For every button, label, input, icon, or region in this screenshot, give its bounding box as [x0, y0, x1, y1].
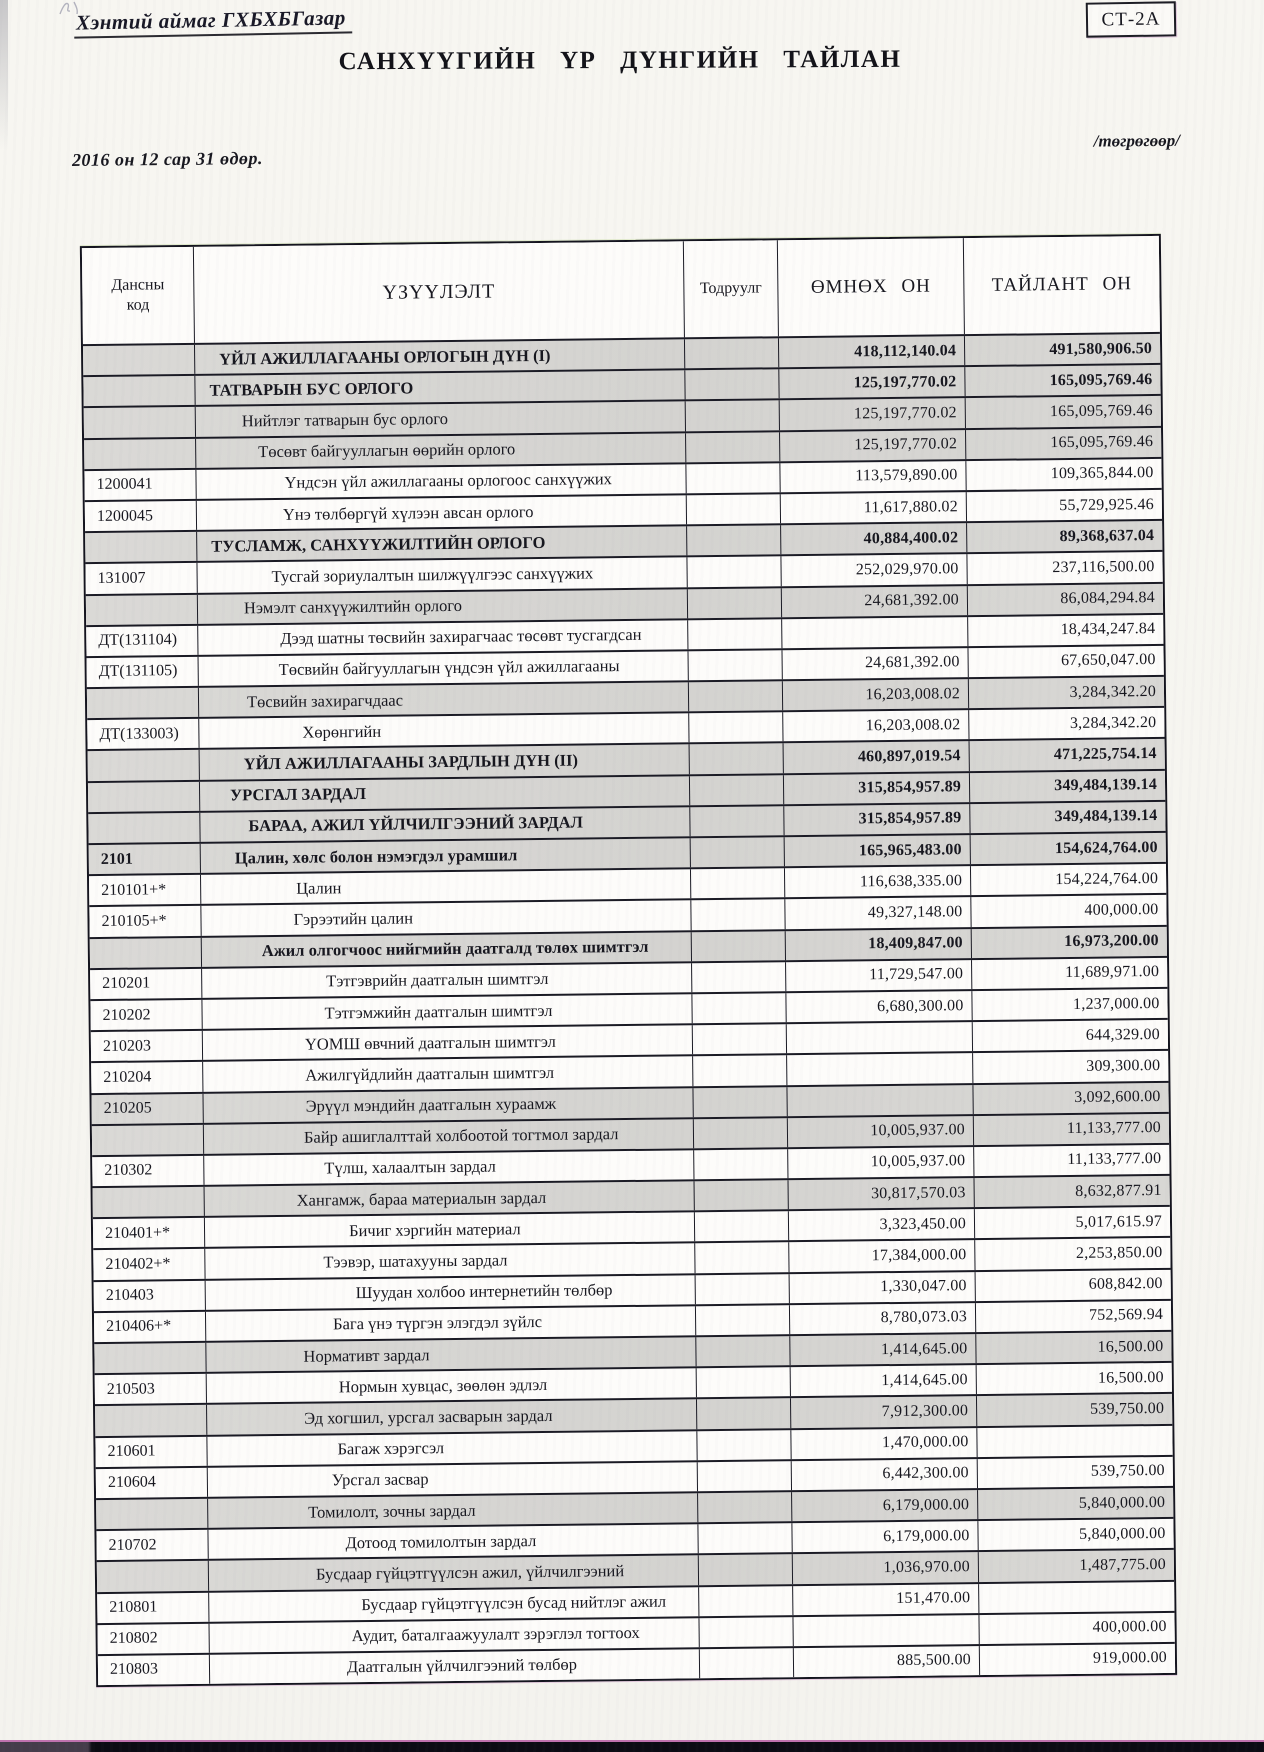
previous-year-value-cell: 1,470,000.00	[791, 1428, 977, 1459]
account-code-cell: 210205	[91, 1093, 203, 1123]
indicator-cell: Бичиг хэргийн материал	[205, 1213, 695, 1248]
previous-year-value-cell: 6,179,000.00	[792, 1521, 978, 1552]
report-year-value-cell: 16,973,200.00	[1064, 932, 1159, 951]
note-cell	[686, 463, 780, 493]
report-year-value-cell: 400,000.00	[1092, 1618, 1167, 1637]
account-code-cell: 210702	[96, 1530, 208, 1560]
note-cell	[692, 931, 786, 961]
indicator-cell: ҮЙЛ АЖИЛЛАГААНЫ ЗАРДЛЫН ДҮН (II)	[200, 745, 690, 780]
previous-year-value-cell: 10,005,937.00	[788, 1147, 974, 1178]
account-code-cell	[92, 1125, 204, 1155]
previous-year-value-cell: 16,203,008.02	[783, 710, 969, 741]
report-year-value-cell: 539,750.00	[1090, 1462, 1165, 1481]
account-code-cell	[83, 345, 195, 375]
note-cell	[691, 868, 785, 898]
account-code-cell: 2101	[89, 844, 201, 874]
report-year-value-cell: 11,133,777.00	[1067, 1150, 1162, 1169]
account-code-cell: 210101+*	[89, 875, 201, 905]
header-account-code	[82, 247, 195, 344]
form-code-label: СТ-2А	[1101, 8, 1161, 30]
header-report-year: ТАЙЛАНТ ОН	[991, 273, 1133, 296]
report-year-value-cell: 154,224,764.00	[1055, 869, 1159, 888]
account-code-cell	[83, 376, 195, 406]
note-cell	[689, 681, 783, 711]
report-year-value-cell: 16,500.00	[1097, 1337, 1164, 1356]
report-year-value-cell: 165,095,769.46	[1049, 401, 1153, 421]
account-code-cell	[84, 407, 196, 437]
report-year-value-cell: 1,237,000.00	[1073, 994, 1160, 1013]
note-cell	[688, 650, 782, 680]
report-year-value-cell: 5,840,000.00	[1079, 1524, 1166, 1543]
account-code-cell	[97, 1561, 209, 1591]
previous-year-value-cell: 125,197,770.02	[780, 399, 966, 430]
report-year-value-cell: 55,729,925.46	[1059, 495, 1154, 514]
account-code-cell: 210202	[90, 1000, 202, 1030]
previous-year-value-cell	[787, 1085, 973, 1116]
note-cell	[690, 775, 784, 805]
table-header-row	[82, 236, 1160, 344]
previous-year-value-cell: 7,912,300.00	[791, 1396, 977, 1427]
account-code-cell: 210105+*	[89, 906, 201, 936]
header-account-code-line2: код	[126, 296, 150, 314]
previous-year-value-cell: 30,817,570.03	[789, 1178, 975, 1209]
note-cell	[697, 1430, 791, 1460]
indicator-cell: ҮОМШ өвчний даатгалын шимтгэл	[203, 1025, 693, 1060]
report-year-value-cell: 237,116,500.00	[1052, 557, 1155, 577]
previous-year-value-cell: 315,854,957.89	[784, 773, 970, 804]
note-cell	[685, 338, 779, 368]
indicator-cell: Эрүүл мэндийн даатгалын хураамж	[203, 1088, 693, 1123]
note-cell	[692, 993, 786, 1023]
header-account-code-line1: Дансны	[111, 276, 165, 294]
note-cell	[686, 432, 780, 462]
previous-year-value-cell: 151,470.00	[793, 1584, 979, 1615]
indicator-cell: Үнэ төлбөргүй хүлээн авсан орлого	[197, 495, 687, 530]
account-code-cell: 210203	[91, 1031, 203, 1061]
currency-note: /төгрөгөөр/	[1093, 130, 1181, 151]
previous-year-value-cell: 49,327,148.00	[785, 897, 971, 928]
indicator-cell: Бусдаар гүйцэтгүүлсэн ажил, үйлчилгээний	[209, 1556, 699, 1591]
account-code-cell: 210401+*	[93, 1218, 205, 1248]
account-code-cell	[87, 688, 199, 718]
report-year-value-cell: 349,484,139.14	[1054, 776, 1158, 795]
previous-year-value-cell: 113,579,890.00	[780, 461, 966, 492]
indicator-cell: ҮЙЛ АЖИЛЛАГААНЫ ОРЛОГЫН ДҮН (I)	[195, 339, 685, 374]
previous-year-value-cell: 315,854,957.89	[784, 804, 970, 835]
note-cell	[687, 557, 781, 587]
previous-year-value-cell: 11,729,547.00	[786, 960, 972, 991]
account-code-cell: 210201	[90, 969, 202, 999]
note-cell	[687, 494, 781, 524]
previous-year-value-cell: 252,029,970.00	[781, 554, 967, 585]
previous-year-value-cell: 6,680,300.00	[786, 991, 972, 1022]
note-cell	[696, 1336, 790, 1366]
indicator-cell: Ажил олгогчоос нийгмийн даатгалд төлөх шимтгэл	[202, 932, 692, 967]
note-cell	[689, 712, 783, 742]
note-cell	[694, 1118, 788, 1148]
previous-year-value-cell: 40,884,400.02	[781, 523, 967, 554]
indicator-cell: Төсвийн захирагчдаас	[199, 682, 689, 717]
report-year-value-cell: 491,580,906.50	[1049, 339, 1153, 358]
indicator-cell: Нийтлэг татварын бус орлого	[196, 402, 686, 437]
note-cell	[700, 1648, 794, 1678]
note-cell	[698, 1523, 792, 1553]
account-code-cell: ДТ(131104)	[86, 626, 198, 656]
previous-year-value-cell: 1,330,047.00	[790, 1272, 976, 1303]
header-previous-year: ӨМНӨХ ОН	[778, 238, 965, 336]
indicator-cell: Эд хогшил, урсгал засварын зардал	[207, 1400, 697, 1435]
previous-year-value-cell: 11,617,880.02	[781, 492, 967, 523]
account-code-cell: 210802	[98, 1623, 210, 1653]
report-year-value-cell	[979, 1581, 1174, 1612]
report-year-value-cell: 5,017,615.97	[1075, 1212, 1163, 1231]
note-cell	[692, 962, 786, 992]
indicator-cell: Байр ашиглалттай холбоотой тогтмол зардал	[204, 1119, 694, 1154]
note-cell	[693, 1024, 787, 1054]
indicator-cell: Шуудан холбоо интернетийн төлбөр	[206, 1275, 696, 1310]
note-cell	[691, 837, 785, 867]
note-cell	[693, 1087, 787, 1117]
report-year-value-cell: 11,689,971.00	[1065, 963, 1160, 982]
indicator-cell: Ажилгүйдлийн даатгалын шимтгэл	[203, 1057, 693, 1092]
account-code-cell: 210406+*	[94, 1312, 206, 1342]
previous-year-value-cell: 6,442,300.00	[792, 1459, 978, 1490]
indicator-cell: Тэтгэмжийн даатгалын шимтгэл	[202, 994, 692, 1029]
account-code-cell: 1200045	[85, 501, 197, 531]
account-code-cell: 210604	[96, 1468, 208, 1498]
indicator-cell: Хөрөнгийн	[199, 714, 689, 749]
account-code-cell	[88, 750, 200, 780]
indicator-cell: Аудит, баталгаажуулалт зэрэглэл тогтоох	[209, 1618, 699, 1653]
indicator-cell: Үндсэн үйл ажиллагааны орлогоос санхүүжих	[196, 464, 686, 499]
note-cell	[699, 1554, 793, 1584]
report-year-value-cell	[977, 1425, 1172, 1456]
report-year-value-cell: 154,624,764.00	[1054, 838, 1158, 857]
indicator-cell: Цалин	[201, 869, 691, 904]
account-code-cell: 210402+*	[93, 1249, 205, 1279]
note-cell	[685, 369, 779, 399]
report-year-value-cell: 67,650,047.00	[1060, 651, 1156, 670]
table-body	[83, 332, 1175, 1685]
report-year-value-cell: 16,500.00	[1097, 1368, 1164, 1387]
indicator-cell: Тэтгэврийн даатгалын шимтгэл	[202, 963, 692, 998]
note-cell	[687, 525, 781, 555]
account-code-cell: 210403	[94, 1280, 206, 1310]
report-year-value-cell: 86,084,294.84	[1060, 589, 1156, 608]
report-year-value-cell: 752,569.94	[1088, 1306, 1164, 1325]
previous-year-value-cell: 6,179,000.00	[792, 1490, 978, 1521]
account-code-cell: ДТ(131105)	[87, 657, 199, 687]
note-cell	[695, 1243, 789, 1273]
report-year-value-cell: 165,095,769.46	[1050, 433, 1154, 452]
account-code-cell: 210302	[92, 1156, 204, 1186]
indicator-cell: Түлш, халаалтын зардал	[204, 1150, 694, 1185]
financial-results-table	[80, 234, 1177, 1687]
account-code-cell	[86, 594, 198, 624]
previous-year-value-cell	[787, 1053, 973, 1084]
indicator-cell: Урсгал засвар	[208, 1462, 698, 1497]
report-year-value-cell: 18,434,247.84	[1060, 620, 1156, 639]
note-cell	[699, 1617, 793, 1647]
note-cell	[694, 1149, 788, 1179]
indicator-cell: Тээвэр, шатахууны зардал	[205, 1244, 695, 1279]
previous-year-value-cell	[793, 1615, 979, 1646]
report-year-value-cell: 109,365,844.00	[1050, 464, 1154, 483]
indicator-cell: Төсвийн байгууллагын үндсэн үйл ажиллагааны	[199, 651, 689, 686]
indicator-cell: Багаж хэрэгсэл	[207, 1431, 697, 1466]
indicator-cell: УРСГАЛ ЗАРДАЛ	[200, 776, 690, 811]
note-cell	[691, 900, 785, 930]
account-code-cell: ДТ(133003)	[87, 719, 199, 749]
indicator-cell: ТАТВАРЫН БУС ОРЛОГО	[195, 371, 685, 406]
note-cell	[693, 1056, 787, 1086]
previous-year-value-cell: 125,197,770.02	[779, 367, 965, 398]
report-year-value-cell: 11,133,777.00	[1066, 1119, 1162, 1138]
account-code-cell	[90, 937, 202, 967]
report-year-value-cell: 919,000.00	[1092, 1649, 1168, 1668]
previous-year-value-cell: 1,036,970.00	[793, 1552, 979, 1583]
account-code-cell	[88, 781, 200, 811]
indicator-cell: БАРАА, АЖИЛ ҮЙЛЧИЛГЭЭНИЙ ЗАРДАЛ	[200, 807, 690, 842]
previous-year-value-cell: 125,197,770.02	[780, 430, 966, 461]
previous-year-value-cell: 18,409,847.00	[786, 929, 972, 960]
report-year-value-cell: 471,225,754.14	[1053, 745, 1157, 764]
note-cell	[690, 744, 784, 774]
previous-year-value-cell	[787, 1022, 973, 1053]
indicator-cell: Тусгай зориулалтын шилжүүлгээс санхүүжих	[197, 558, 687, 593]
report-year-value-cell: 608,842.00	[1088, 1275, 1163, 1294]
previous-year-value-cell: 3,323,450.00	[789, 1209, 975, 1240]
account-code-cell: 210204	[91, 1062, 203, 1092]
indicator-cell: Нэмэлт санхүүжилтийн орлого	[198, 589, 688, 624]
organization-name: Хэнтий аймаг ГХБХБГазар	[74, 5, 352, 38]
report-year-value-cell: 2,253,850.00	[1075, 1243, 1163, 1262]
note-cell	[699, 1586, 793, 1616]
account-code-cell: 210803	[98, 1655, 210, 1685]
previous-year-value-cell: 10,005,937.00	[788, 1116, 974, 1147]
account-code-cell	[93, 1187, 205, 1217]
previous-year-value-cell: 17,384,000.00	[789, 1241, 975, 1272]
previous-year-value-cell	[782, 617, 968, 648]
account-code-cell: 131007	[85, 563, 197, 593]
note-cell	[688, 619, 782, 649]
note-cell	[686, 401, 780, 431]
report-year-value-cell: 89,368,637.04	[1059, 526, 1155, 545]
header-indicator: ҮЗҮҮЛЭЛТ	[194, 241, 685, 343]
report-year-value-cell: 539,750.00	[1090, 1399, 1165, 1418]
account-code-cell: 210503	[95, 1374, 207, 1404]
previous-year-value-cell: 1,414,645.00	[790, 1334, 976, 1365]
previous-year-value-cell: 16,203,008.02	[783, 679, 969, 710]
previous-year-value-cell: 418,112,140.04	[779, 336, 965, 367]
note-cell	[696, 1274, 790, 1304]
previous-year-value-cell: 8,780,073.03	[790, 1303, 976, 1334]
indicator-cell: Хангамж, бараа материалын зардал	[205, 1181, 695, 1216]
indicator-cell: Бага үнэ түргэн элэгдэл зүйлс	[206, 1306, 696, 1341]
indicator-cell: Гэрээтийн цалин	[201, 901, 691, 936]
indicator-cell: Дотоод томилолтын зардал	[208, 1524, 698, 1559]
account-code-cell	[96, 1499, 208, 1529]
previous-year-value-cell: 24,681,392.00	[782, 586, 968, 617]
report-year-value-cell: 3,284,342.20	[1069, 682, 1157, 701]
indicator-cell: Томилолт, зочны зардал	[208, 1493, 698, 1528]
scan-bottom-bar	[0, 1742, 1264, 1752]
report-year-value-cell: 8,632,877.91	[1075, 1181, 1162, 1200]
report-date: 2016 он 12 сар 31 өдөр.	[71, 148, 264, 170]
note-cell	[697, 1399, 791, 1429]
previous-year-value-cell: 116,638,335.00	[785, 866, 971, 897]
report-title: САНХҮҮГИЙН ҮР ДҮНГИЙН ТАЙЛАН	[338, 45, 902, 76]
header-note: Тодруулг	[684, 240, 779, 337]
note-cell	[698, 1461, 792, 1491]
form-code-badge	[1086, 1, 1177, 37]
note-cell	[688, 588, 782, 618]
note-cell	[690, 806, 784, 836]
report-year-value-cell: 3,092,600.00	[1074, 1088, 1161, 1107]
note-cell	[695, 1211, 789, 1241]
account-code-cell: 210601	[95, 1436, 207, 1466]
indicator-cell: Нормативт зардал	[206, 1337, 696, 1372]
indicator-cell: Цалин, хөлс болон нэмэгдэл урамшил	[201, 838, 691, 873]
account-code-cell	[95, 1405, 207, 1435]
indicator-cell: Даатгалын үйлчилгээний төлбөр	[210, 1649, 700, 1684]
indicator-cell: Нормын хувцас, зөөлөн эдлэл	[207, 1368, 697, 1403]
report-year-value-cell: 3,284,342.20	[1069, 713, 1157, 732]
account-code-cell	[84, 438, 196, 468]
report-year-value-cell: 644,329.00	[1085, 1025, 1160, 1044]
account-code-cell	[94, 1343, 206, 1373]
previous-year-value-cell: 165,965,483.00	[785, 835, 971, 866]
note-cell	[696, 1305, 790, 1335]
indicator-cell: ТУСЛАМЖ, САНХҮҮЖИЛТИЙН ОРЛОГО	[197, 526, 687, 561]
report-year-value-cell: 400,000.00	[1084, 900, 1159, 919]
previous-year-value-cell: 885,500.00	[794, 1646, 980, 1677]
note-cell	[698, 1492, 792, 1522]
previous-year-value-cell: 1,414,645.00	[791, 1365, 977, 1396]
report-year-value-cell: 5,840,000.00	[1078, 1493, 1166, 1512]
account-code-cell	[85, 532, 197, 562]
account-code-cell	[88, 813, 200, 843]
indicator-cell: Дээд шатны төсвийн захирагчаас төсөвт тусгагдсан	[198, 620, 688, 655]
report-year-value-cell: 309,300.00	[1086, 1056, 1161, 1075]
report-year-value-cell: 165,095,769.46	[1049, 370, 1153, 389]
previous-year-value-cell: 24,681,392.00	[782, 648, 968, 679]
account-code-cell: 1200041	[84, 470, 196, 500]
note-cell	[697, 1367, 791, 1397]
indicator-cell: Төсөвт байгууллагын өөрийн орлого	[196, 433, 686, 468]
previous-year-value-cell: 460,897,019.54	[784, 742, 970, 773]
report-year-value-cell: 1,487,775.00	[1079, 1555, 1166, 1574]
account-code-cell: 210801	[97, 1592, 209, 1622]
note-cell	[695, 1180, 789, 1210]
report-year-value-cell: 349,484,139.14	[1054, 807, 1158, 826]
indicator-cell: Бусдаар гүйцэтгүүлсэн бусад нийтлэг ажил	[209, 1587, 699, 1622]
